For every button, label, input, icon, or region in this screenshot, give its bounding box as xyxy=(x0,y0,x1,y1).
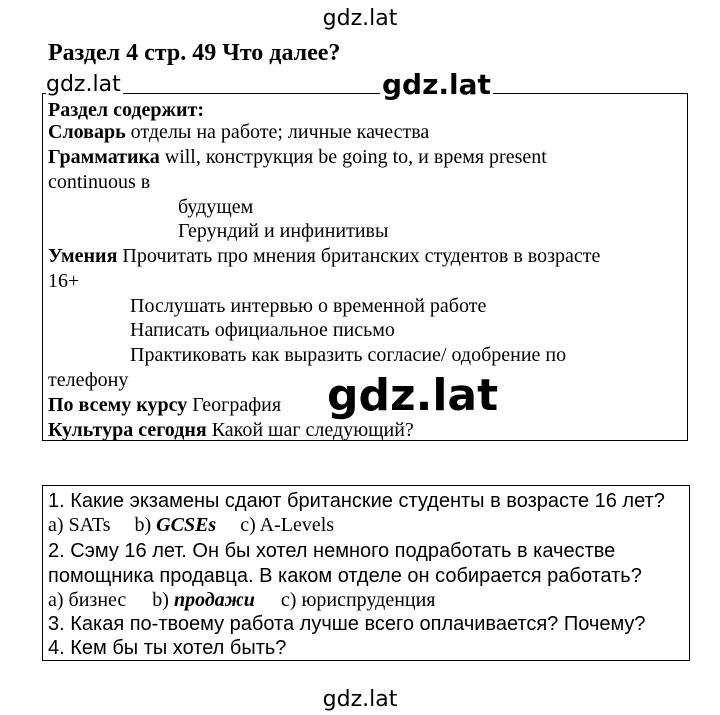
grammar-text: will, конструкция be going to, и время present xyxy=(159,146,547,168)
culture-text: Какой шаг следующий? xyxy=(206,419,414,441)
grammar-label: Грамматика xyxy=(48,146,160,168)
course-label: По всему курсу xyxy=(48,394,188,416)
question-1-option-c: c) A-Levels xyxy=(240,514,335,536)
watermark-large: gdz.lat xyxy=(327,370,499,421)
question-1-option-b-prefix: b) xyxy=(134,514,157,536)
question-2-line-2: помощника продавца. В каком отделе он собирается работать? xyxy=(48,565,642,587)
question-4: 4. Кем бы ты хотел быть? xyxy=(48,637,287,659)
page-title: Раздел 4 стр. 49 Что далее? xyxy=(48,40,341,66)
question-2-option-c: c) юриспруденция xyxy=(280,589,436,611)
question-1: 1. Какие экзамены сдают британские студенты в возрасте 16 лет? xyxy=(48,490,665,512)
skills-text: Прочитать про мнения британских студентов в возрасте xyxy=(117,245,601,267)
watermark-top: gdz.lat xyxy=(322,6,398,31)
skills-line xyxy=(48,244,600,268)
question-2-option-b-prefix: b) xyxy=(152,589,174,611)
vocab-label: Словарь xyxy=(48,121,126,143)
skills-label: Умения xyxy=(48,245,118,267)
skills-line-4: Практиковать как выразить согласие/ одобрение по xyxy=(130,344,567,366)
skills-line-2: Послушать интервью о временной работе xyxy=(130,295,487,317)
course-line xyxy=(48,393,281,417)
watermark-left: gdz.lat xyxy=(46,72,121,97)
contents-heading xyxy=(48,98,204,122)
question-1-options xyxy=(48,513,334,537)
grammar-line-2: будущем xyxy=(178,196,254,218)
question-2-option-b-answer: продажи xyxy=(173,589,255,611)
skills-continuation: 16+ xyxy=(48,270,80,292)
grammar-line xyxy=(48,145,547,169)
watermark-bottom: gdz.lat xyxy=(322,687,398,712)
vocab-text: отделы на работе; личные качества xyxy=(125,121,430,143)
skills-line-4-continuation: телефону xyxy=(48,369,129,391)
watermark-middle: gdz.lat xyxy=(382,68,491,101)
grammar-line-3: Герундий и инфинитивы xyxy=(178,220,389,242)
culture-line xyxy=(48,418,414,442)
question-2-option-a: a) бизнес xyxy=(48,589,127,611)
question-3: 3. Какая по-твоему работа лучше всего оплачивается? Почему? xyxy=(48,613,646,635)
skills-line-3: Написать официальное письмо xyxy=(130,319,395,341)
question-2-line-1: 2. Сэму 16 лет. Он бы хотел немного подработать в качестве xyxy=(48,540,616,562)
vocab-line xyxy=(48,120,429,144)
question-1-option-b-answer: GCSEs xyxy=(156,514,217,536)
question-2-options xyxy=(48,588,436,612)
course-text: География xyxy=(187,394,282,416)
question-1-option-a: a) SATs xyxy=(48,514,111,536)
grammar-continuation: continuous в xyxy=(48,171,151,193)
culture-label: Культура сегодня xyxy=(48,419,207,441)
contents-heading-text: Раздел содержит: xyxy=(48,99,205,121)
